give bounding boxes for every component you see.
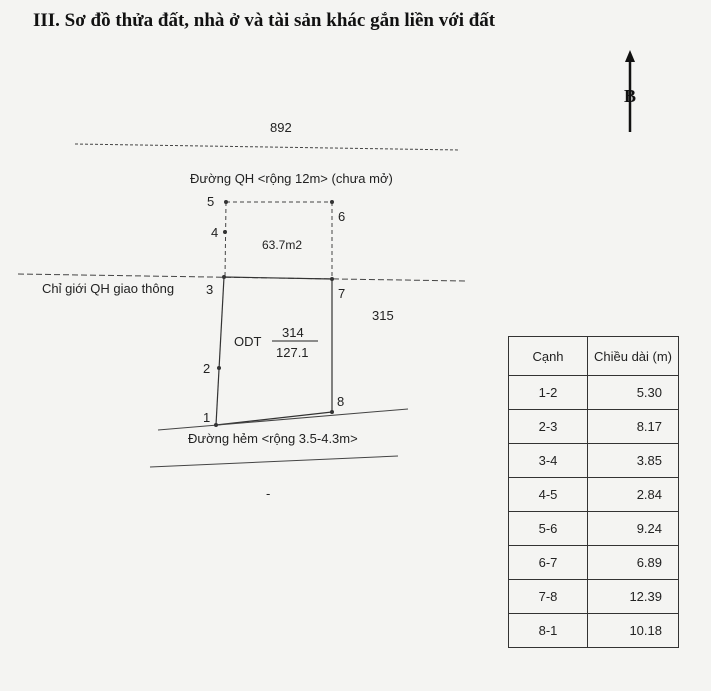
parcel-number: 314 — [282, 325, 304, 340]
vertex-4 — [223, 230, 227, 234]
table-row — [509, 512, 679, 546]
vertex-label-3: 3 — [206, 282, 214, 297]
edge-cell: 7-8 — [509, 580, 588, 614]
table-header-row — [509, 337, 679, 376]
vertex-2 — [217, 366, 221, 370]
parcel-area: 127.1 — [276, 345, 309, 360]
edge-length-table — [508, 336, 679, 648]
table-row — [509, 478, 679, 512]
alley-label: Đường hẻm <rộng 3.5-4.3m> — [188, 431, 358, 446]
length-cell: 12.39 — [588, 580, 679, 614]
vertex-label-7: 7 — [338, 286, 346, 301]
length-cell: 9.24 — [588, 512, 679, 546]
length-cell: 8.17 — [588, 410, 679, 444]
table-row — [509, 614, 679, 648]
edge-cell: 5-6 — [509, 512, 588, 546]
vertex-label-8: 8 — [337, 394, 345, 409]
neighbor-parcel-315: 315 — [372, 308, 394, 323]
length-cell: 5.30 — [588, 376, 679, 410]
vertex-label-6: 6 — [338, 209, 346, 224]
length-cell: 3.85 — [588, 444, 679, 478]
edge-5-3 — [225, 202, 226, 277]
table-row — [509, 376, 679, 410]
compass-north-label: B — [624, 86, 637, 106]
dash-mark: - — [266, 486, 271, 501]
column-header-edge: Cạnh — [509, 337, 588, 376]
table-row — [509, 546, 679, 580]
table-row — [509, 444, 679, 478]
vertex-3 — [222, 275, 226, 279]
length-cell: 2.84 — [588, 478, 679, 512]
vertex-label-4: 4 — [211, 225, 219, 240]
edge-cell: 2-3 — [509, 410, 588, 444]
alley-bottom-line — [150, 456, 398, 467]
boundary-label: Chỉ giới QH giao thông — [42, 281, 175, 296]
length-cell: 10.18 — [588, 614, 679, 648]
vertex-label-5: 5 — [207, 194, 215, 209]
vertex-8 — [330, 410, 334, 414]
edge-cell: 3-4 — [509, 444, 588, 478]
edge-3-1 — [216, 277, 224, 425]
column-header-length: Chiều dài (m) — [588, 337, 679, 376]
section-title: III. Sơ đồ thửa đất, nhà ở và tài sản khác gắn liền với đất — [33, 10, 496, 31]
length-cell: 6.89 — [588, 546, 679, 580]
vertex-label-1: 1 — [203, 410, 211, 425]
vertex-5 — [224, 200, 228, 204]
edge-cell: 6-7 — [509, 546, 588, 580]
road-qh-label: Đường QH <rộng 12m> (chưa mở) — [190, 171, 393, 186]
vertex-6 — [330, 200, 334, 204]
edge-cell: 8-1 — [509, 614, 588, 648]
edge-8-1 — [216, 412, 332, 425]
vertex-7 — [330, 277, 334, 281]
edge-3-7 — [224, 277, 332, 279]
table-row — [509, 580, 679, 614]
land-type-code: ODT — [234, 334, 262, 349]
vertex-label-2: 2 — [203, 361, 211, 376]
road-strip-area: 63.7m2 — [262, 238, 303, 252]
vertex-1 — [214, 423, 218, 427]
table-row — [509, 410, 679, 444]
edge-cell: 1-2 — [509, 376, 588, 410]
parcel-boundary-top — [75, 144, 460, 150]
neighbor-parcel-892: 892 — [270, 120, 292, 135]
alley-top-line — [158, 409, 408, 430]
edge-cell: 4-5 — [509, 478, 588, 512]
